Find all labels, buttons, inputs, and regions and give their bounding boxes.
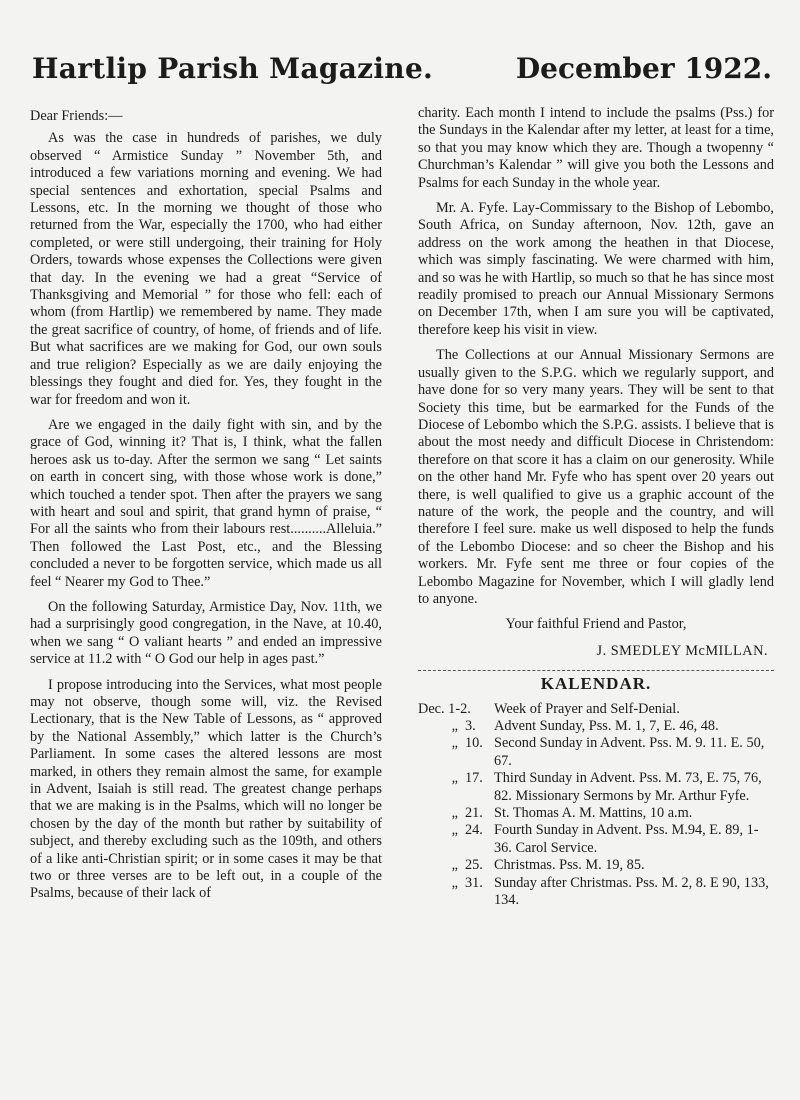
letter-paragraph: Are we engaged in the daily fight with sin, and by the grace of God, winning it? That is, I think, what the fallen heroes ask us to-day. After the sermon we sang “ Let saints on earth in concert sing, with those whose work is done,” which touched a tender spot. Then after the prayers we sang with heart and soul and spirit, that grand hymn of praise, “ For all the saints who from their labours rest..........Alleluia.” Then followed the Last Post, etc., and the Blessing concluded a never to be forgotten service, which made us all feel “ Nearer my God to Thee.”	[30, 416, 382, 590]
kalendar-month: Dec.	[418, 700, 445, 717]
letter-paragraph: charity. Each month I intend to include the psalms (Pss.) for the Sundays in the Kalendar after my letter, at least for a time, so that you may know which they are. Though a twopenny “ Churchman’s Kalendar ” will give you both the Lessons and Psalms for each Sunday in the whole year.	[418, 105, 774, 191]
letter-paragraph: On the following Saturday, Armistice Day, Nov. 11th, we had a surprisingly good congregation, in the Nave, at 10.40, when we sang “ O valiant hearts ” and ended an impressive service at 11.2 with “ O God our help in ages past.”	[30, 598, 382, 668]
letter-paragraph: I propose introducing into the Services, what most people may not observe, though some will, viz. the Revised Lectionary, that is the New Table of Lessons, as “ approved by the National Assembly,” which latter is the Church’s Parliament. In some cases the altered lessons are most marked, in others they remain almost the same, for example in Advent, Isaiah is still read. The greatest change perhaps that we are making is in the Psalms, which will no longer be chosen by the day of the month but rather by suitability of subject, and thereby excluding such as the 109th, and others of a like anti-Christian spirit; or in some cases it may be that two or three verses are to be left out, in a couple of the Psalms, because of their lack of	[30, 676, 382, 902]
letter-signature: J. SMEDLEY McMILLAN.	[596, 642, 768, 659]
kalendar-text: Third Sunday in Advent. Pss. M. 73, E. 75, 76, 82. Missionary Sermons by Mr. Arthur Fyfe.	[494, 770, 762, 804]
kalendar-entry	[418, 822, 774, 857]
kalendar-title: KALENDAR.	[540, 674, 652, 694]
kalendar-entry	[418, 857, 774, 874]
right-column	[418, 105, 774, 909]
kalendar-day: 24.	[465, 822, 483, 839]
kalendar-text: Advent Sunday, Pss. M. 1, 7, E. 46, 48.	[494, 718, 719, 734]
section-divider	[418, 670, 774, 671]
ditto-mark: „	[451, 822, 458, 839]
kalendar-day: 25.	[465, 857, 483, 874]
left-column	[30, 104, 382, 911]
kalendar-day: 3.	[465, 718, 476, 734]
ditto-mark: „	[451, 735, 458, 752]
ditto-mark: „	[451, 857, 458, 874]
kalendar-text: Christmas. Pss. M. 19, 85.	[494, 857, 645, 874]
page-title: Hartlip Parish Magazine.	[32, 52, 434, 85]
ditto-mark: „	[451, 770, 458, 787]
ditto-mark: „	[451, 805, 458, 822]
kalendar-entry	[418, 735, 774, 770]
kalendar-entry	[418, 770, 774, 805]
kalendar-text: Week of Prayer and Self-Denial.	[494, 700, 680, 717]
kalendar-day: 31.	[465, 874, 483, 891]
kalendar-entry	[418, 701, 774, 718]
issue-date: December 1922.	[515, 52, 772, 85]
letter-paragraph: As was the case in hundreds of parishes, we duly observed “ Armistice Sunday ” November 5th, and introduced a few variations morning and evening. We had special sentences and exhortation, special Psalms and Lessons, etc. In the morning we thought of those who returned from the War, especially the 1700, who had either completed, or were still undergoing, their training for Holy Orders, towards whose expenses the Collections were given that day. In the evening we had a great “Service of Thanksgiving and Memorial ” for those who fell: each of whom (from Hartlip) we remembered by name. They made the great sacrifice of country, of home, of friends and of life. But what sacrifices are we making for God, our own souls and true religion? Especially as we are daily enjoying the blessings they fought and died for. Yes, they fought in the war for freedom and won it.	[30, 130, 382, 408]
kalendar-day: 17.	[465, 770, 483, 787]
kalendar-day: 1-2.	[448, 700, 471, 717]
kalendar-text: Second Sunday in Advent. Pss. M. 9. 11. E. 50, 67.	[494, 735, 765, 769]
ditto-mark: „	[451, 874, 458, 891]
kalendar-text: St. Thomas A. M. Mattins, 10 a.m.	[494, 805, 693, 822]
kalendar-entry	[418, 875, 774, 910]
kalendar-day: 21.	[465, 805, 483, 822]
ditto-mark: „	[451, 718, 458, 734]
kalendar-text: Fourth Sunday in Advent. Pss. M.94, E. 89, 1-36. Carol Service.	[494, 822, 759, 856]
kalendar-day: 10.	[465, 735, 483, 752]
kalendar-entry	[418, 718, 774, 735]
kalendar-text: Sunday after Christmas. Pss. M. 2, 8. E 90, 133, 134.	[494, 874, 769, 909]
salutation: Dear Friends:—	[30, 108, 123, 124]
letter-signoff: Your faithful Friend and Pastor,	[505, 616, 687, 633]
letter-paragraph: The Collections at our Annual Missionary Sermons are usually given to the S.P.G. which we regularly support, and have done for so very many years. They will be sent to that Society this time, but be earmarked for the Funds of the Diocese of Lebombo which the S.P.G. assists. I believe that is about the most needy and difficult Diocese in Christendom: therefore on that score it has a claim on our generosity. While on the other hand Mr. Fyfe who has spent over 20 years out there, is well qualified to give us a graphic account of the nature of the work, the people and the country, and will therefore I feel sure. make us well disposed to help the funds of the Lebombo Diocese: and so cheer the Bishop and his workers. Mr. Fyfe sent me three or four copies of the Lebombo Magazine for November, which I will gladly lend to anyone.	[418, 347, 774, 607]
letter-paragraph: Mr. A. Fyfe. Lay-Commissary to the Bishop of Lebombo, South Africa, on Sunday afternoon, Nov. 12th, gave an address on the work among the heathen in that Diocese, which was simply fascinating. We were charmed with him, and so was he with Hartlip, so much so that he has since most readily promised to preach our Annual Missionary Sermons on December 17th, when I am sure you will be captivated, therefore keep his visit in view.	[418, 200, 774, 338]
kalendar-entry	[418, 805, 774, 822]
